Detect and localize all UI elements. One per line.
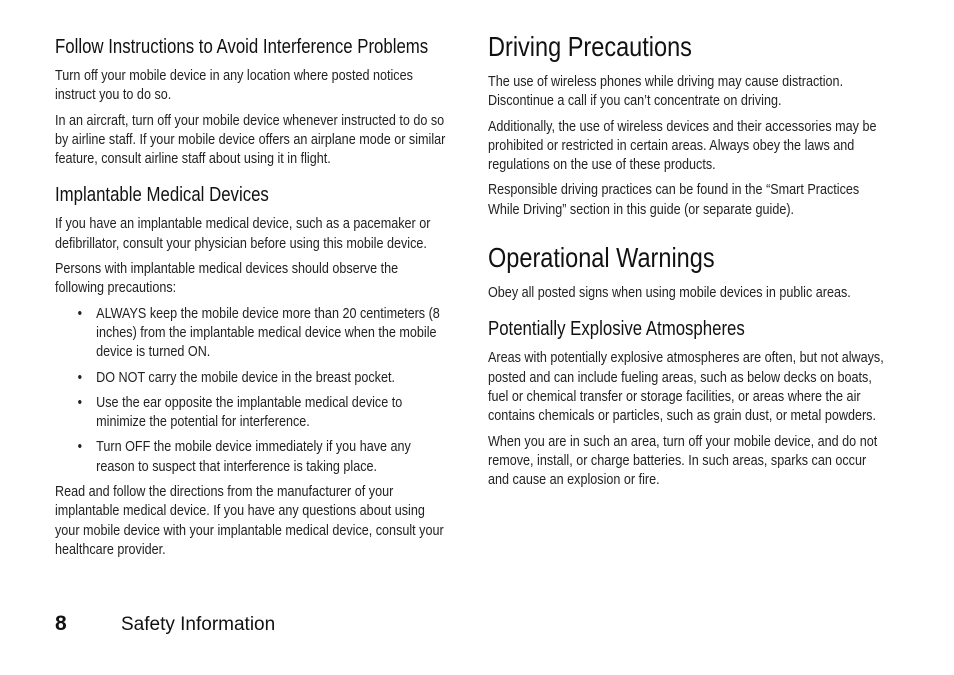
- implant-paragraph-3: Read and follow the directions from the manufacturer of your implantable medical device. If you have any questions about using your mobile device with your implantable medical device, consult your healthcare provider.: [55, 483, 444, 558]
- warnings-heading: Operational Warnings: [488, 242, 715, 274]
- list-item: [55, 437, 447, 476]
- bullet-icon: •: [77, 438, 83, 456]
- list-item-text: DO NOT carry the mobile device in the breast pocket.: [96, 368, 395, 386]
- bullet-icon: •: [77, 393, 83, 411]
- list-item: [55, 368, 447, 387]
- implant-paragraph-1: If you have an implantable medical device, such as a pacemaker or defibrillator, consult your physician before using this mobile device.: [55, 215, 431, 252]
- list-item-text: ALWAYS keep the mobile device more than 20 centimeters (8 inches) from the implantable medical device when the mobile device is turned ON.: [96, 304, 440, 361]
- list-item-text: Turn OFF the mobile device immediately if you have any reason to suspect that interference is taking place.: [96, 438, 411, 475]
- driving-heading: Driving Precautions: [488, 31, 692, 62]
- explosive-paragraph-1: Areas with potentially explosive atmospheres are often, but not always, posted and can include fueling areas, such as below decks on boats, fuel or chemical transfer or storage facilities, or areas where the air contains chemicals or particles, such as grain dust, or metal powders.: [488, 349, 884, 425]
- implant-paragraph-2: Persons with implantable medical devices should observe the following precautions:: [55, 260, 399, 297]
- interference-heading: Follow Instructions to Avoid Interference Problems: [55, 36, 429, 58]
- bullet-icon: •: [77, 304, 83, 322]
- right-column: [488, 30, 884, 495]
- implant-heading: Implantable Medical Devices: [55, 184, 269, 207]
- interference-paragraph-1: Turn off your mobile device in any location where posted notices instruct you to do so.: [55, 67, 413, 104]
- right-column-content: [488, 30, 884, 495]
- bullet-icon: •: [77, 368, 83, 386]
- list-item-text: Use the ear opposite the implantable medical device to minimize the potential for interference.: [96, 393, 403, 431]
- driving-paragraph-1: The use of wireless phones while driving may cause distraction. Discontinue a call if you can’t concentrate on driving.: [488, 73, 844, 110]
- section-label: Safety Information: [121, 614, 276, 635]
- warnings-paragraph-1: Obey all posted signs when using mobile devices in public areas.: [488, 284, 851, 302]
- page-number: 8: [55, 612, 67, 635]
- driving-paragraph-2: Additionally, the use of wireless devices and their accessories may be prohibited or restricted in certain areas. Always obey the laws and regulations on the use of these products.: [488, 117, 877, 174]
- page-footer: [55, 612, 275, 638]
- driving-paragraph-3: Responsible driving practices can be found in the “Smart Practices While Driving” section in this guide (or separate guide).: [488, 181, 860, 218]
- left-column-content: [55, 34, 447, 565]
- explosive-paragraph-2: When you are in such an area, turn off your mobile device, and do not remove, install, or charge batteries. In such areas, sparks can occur and cause an explosion or fire.: [488, 432, 878, 489]
- interference-paragraph-2: In an aircraft, turn off your mobile device whenever instructed to do so by airline staff. If your mobile device offers an airplane mode or similar feature, consult airline staff about using it in flight.: [55, 111, 446, 168]
- list-item: [55, 393, 447, 432]
- left-column: [55, 34, 447, 565]
- list-item: [55, 304, 447, 362]
- explosive-heading: Potentially Explosive Atmospheres: [488, 318, 745, 341]
- precautions-list: [55, 304, 447, 476]
